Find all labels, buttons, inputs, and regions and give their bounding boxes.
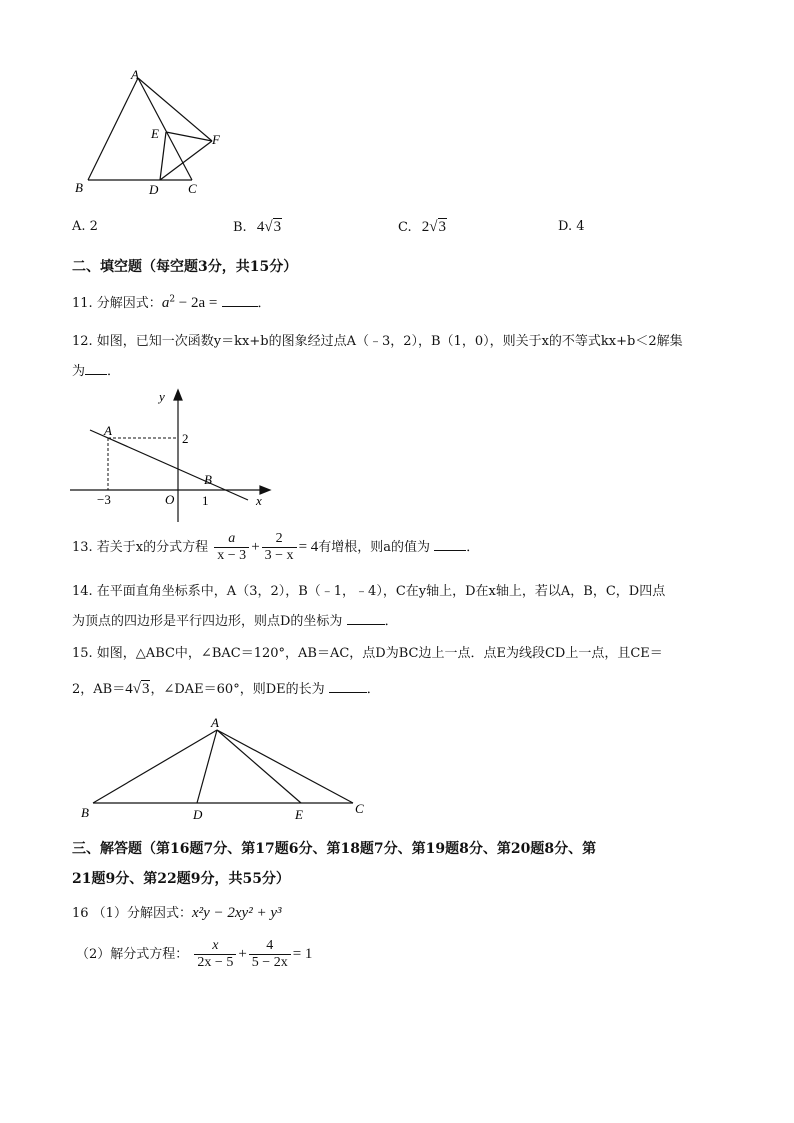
q15-radicand: 3 [141,681,150,697]
option-b-prefix: B. [233,220,247,235]
tick-2: 2 [182,431,189,446]
q16-part1-label: 16 （1）分解因式： [72,906,192,921]
label-e: E [151,126,159,141]
section-3-line2: 21题9分、第22题9分，共55分） [72,871,290,887]
q16-eq: = 1 [292,946,313,962]
fig3-label-e: E [295,807,303,822]
option-c: C. 2√3 [398,219,446,235]
q13-pre: 13. 若关于x的分式方程 [72,540,209,555]
question-15-line1: 15. 如图，△ABC中，∠BAC＝120°，AB＝AC，点D为BC边上一点．点E为线段CD上一点，且CE＝ [72,646,663,661]
label-f: F [212,132,220,147]
tick-1: 1 [202,493,209,508]
q11-answer-blank[interactable] [222,294,258,307]
q11-prompt: 11. 分解因式： [72,296,162,311]
option-a: A. 2 [72,219,98,234]
q11-exponent: 2 [169,294,176,305]
option-c-radicand: 3 [438,219,446,235]
q11-a: a [161,295,170,311]
point-a-label: A [104,423,112,438]
point-b-label: B [204,472,212,487]
fig3-label-b: B [81,805,89,820]
label-a: A [131,67,139,82]
q12-answer-blank[interactable] [85,362,107,375]
fig3-label-d: D [193,807,203,822]
question-11: 11. 分解因式：$a^2 - 2a$ = ． [72,294,271,311]
question-16-part2 [76,938,312,971]
figure-linear-graph [70,386,280,526]
q13-post: 有增根，则a的值为 [318,540,431,555]
q16-fraction-1: $\frac{x}{2x - 5}$ [194,938,236,971]
q15-post: ，∠DAE＝60°，则DE的长为 [150,682,325,697]
option-b-coef: 4 [256,219,265,235]
q16-expr1: x²y − 2xy² + y³ [191,905,282,921]
question-14-line1: 14. 在平面直角坐标系中，A（3，2），B（﹣1，﹣4），C在y轴上，D在x轴上，若以A，B，C，D四点 [72,584,666,599]
section-2-title: 二、填空题（每空题3分，共15分） [72,259,298,275]
q13-fraction-2: $\frac{2}{3 - x}$ [262,531,297,564]
q13-eq: = 4 [298,539,319,555]
fig3-label-c: C [355,801,364,816]
q14-answer-blank[interactable] [347,612,385,625]
label-d: D [149,182,159,197]
option-c-prefix: C. [398,220,412,235]
option-d: D. 4 [558,219,585,234]
q16-part2-label: （2）解分式方程： [76,947,189,962]
label-c: C [188,181,197,196]
question-16-part1 [72,902,281,922]
q15-answer-blank[interactable] [329,680,367,693]
axis-x-label: x [256,493,262,508]
axis-y-label: y [159,389,165,404]
question-12-line2: 为 ． [72,364,121,379]
q11-expr-rest: − 2a = [175,295,218,311]
question-14-line2: 为顶点的四边形是平行四边形，则点D的坐标为 ． [72,614,398,629]
q14-pre: 为顶点的四边形是平行四边形，则点D的坐标为 [72,614,343,629]
section-3-line1: 三、解答题（第16题7分、第17题6分、第18题7分、第19题8分、第20题8分、第 [72,841,597,857]
q13-answer-blank[interactable] [434,538,466,551]
question-13: 13. 若关于x的分式方程 $\frac{a}{x - 3}$ + $\frac{2}{3 - x}$ = 4有增根，则a的值为 ． [72,531,480,563]
q13-plus: + [251,539,260,555]
question-15-line2: 2，AB＝4√3，∠DAE＝60°，则DE的长为 ． [72,681,380,697]
option-b-radicand: 3 [273,219,282,235]
option-b: B. 4√3 [233,219,282,235]
fig3-label-a: A [211,715,219,730]
option-c-coef: 2 [421,219,430,235]
figure-triangle-abcef [70,62,240,202]
q16-plus: + [238,946,247,962]
figure-triangle-abcde [75,712,375,822]
q16-fraction-2: $\frac{4}{5 - 2x}$ [249,938,291,971]
q15-coef: 4 [125,681,133,697]
label-b: B [75,180,83,195]
q12-wei: 为 [72,364,86,379]
origin-label: O [165,492,175,507]
question-12-line1: 12. 如图，已知一次函数y＝kx+b的图象经过点A（﹣3，2），B（1，0），则关于x的不等式kx+b＜2解集 [72,334,683,349]
q13-fraction-1: $\frac{a}{x - 3}$ [214,531,249,564]
q15-pre: 2，AB＝ [72,682,126,697]
tick-neg3: −3 [97,492,111,507]
